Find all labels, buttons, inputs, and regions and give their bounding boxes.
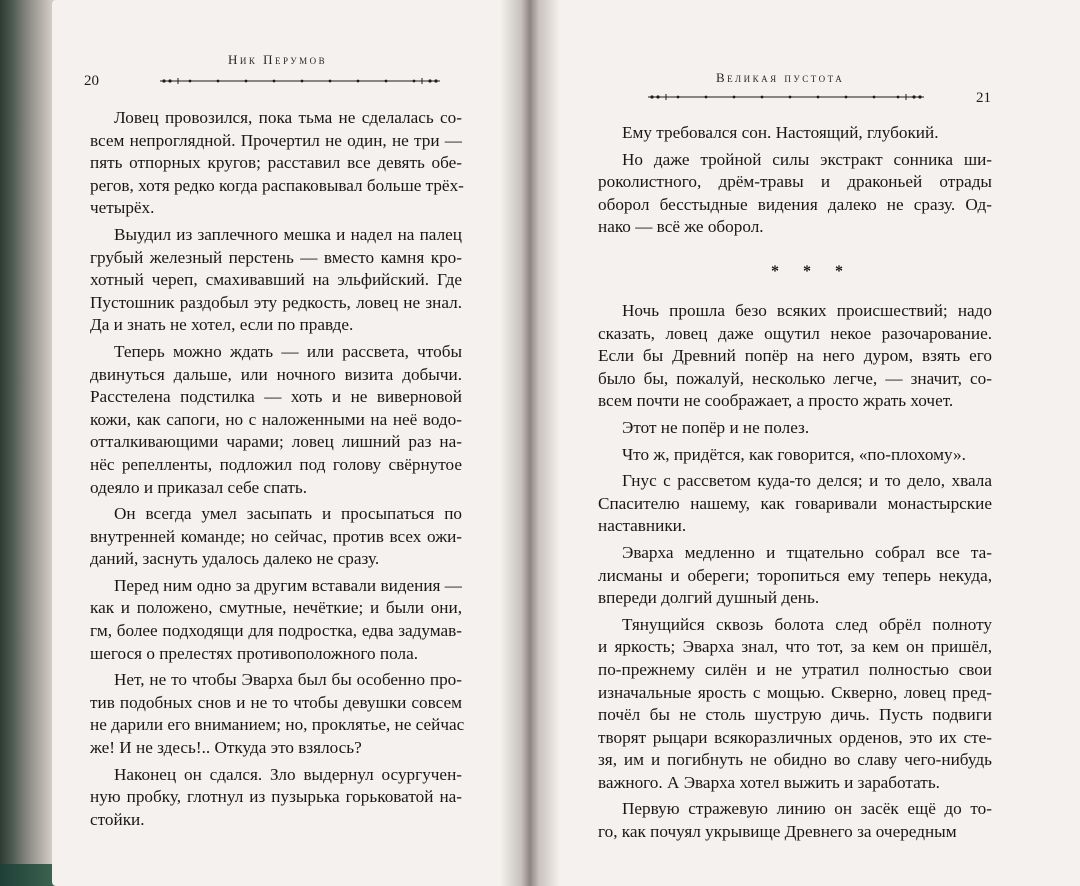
text-line: не дарили его вниманием; но, проклятье, не сейчас	[90, 715, 465, 735]
text-line: важного. А Эварха хотел выжить и заработать.	[598, 772, 940, 792]
text-line: четырёх.	[90, 198, 155, 218]
text-line: Спасителю нашему, как говаривали монастырские	[598, 493, 992, 513]
paragraph	[90, 764, 462, 832]
text-line: Тянущийся сквозь болота след обрёл полноту	[622, 614, 992, 634]
text-line: грубый железный перстень — вместо камня кро-	[90, 247, 462, 267]
left-header-ornament	[158, 75, 442, 87]
paragraph	[598, 444, 992, 467]
text-line: Но даже тройной силы экстракт сонника ши-	[622, 149, 992, 169]
text-line: оборол бесстыдные видения далеко не сразу. Од-	[598, 194, 992, 214]
paragraph	[598, 149, 992, 239]
left-page-text	[90, 107, 465, 835]
text-line: ную пробку, глотнул из пузырька горьковатой на-	[90, 787, 462, 807]
text-line: Если бы Древний попёр на него дуром, взять его	[598, 346, 992, 366]
right-page-number: 21	[976, 90, 991, 106]
paragraph	[598, 417, 992, 440]
text-line: Что ж, придётся, как говорится, «по-плохому».	[622, 444, 966, 464]
right-header-ornament	[646, 91, 926, 103]
text-line: Эварха медленно и тщательно собрал все та-	[622, 542, 992, 562]
text-line: лисманы и обереги; торопиться ему теперь некуда,	[598, 565, 992, 585]
text-line: нёс репелленты, подложил под голову свёрнутое	[90, 454, 462, 474]
paragraph	[90, 669, 465, 759]
text-line: шегося о прелестях противоположного пола.	[90, 643, 419, 663]
text-line: двинуться дальше, или ночного визита добычи.	[90, 364, 462, 384]
paragraph	[90, 575, 462, 665]
text-line: отталкивающими чарами; ловец лишний раз на-	[90, 432, 462, 452]
right-page-text-bottom	[598, 300, 992, 848]
paragraph	[90, 107, 462, 220]
paragraph	[598, 798, 992, 843]
left-running-head: Ник Перумов	[228, 52, 328, 67]
text-line: изначальные ярость с мощью. Скверно, ловец пред-	[598, 682, 992, 702]
text-line: Выудил из заплечного мешка и надел на палец	[114, 224, 462, 244]
text-line: Этот не попёр и не полез.	[622, 417, 810, 437]
text-line: сказать, ловец даже ощутил некое разочарование.	[598, 323, 992, 343]
text-line: пять отпорных кругов; расставил все девять обе-	[90, 153, 462, 173]
paragraph	[90, 341, 462, 499]
text-line: кожи, как сапоги, но с наложенными на неё водо-	[90, 409, 462, 429]
section-break: * * *	[771, 263, 853, 280]
text-line: Пустошник раздобыл эту редкость, ловец не знал.	[90, 292, 462, 312]
text-line: хотный череп, смахивавший на эльфийский. Где	[90, 270, 462, 290]
left-page-number: 20	[84, 73, 99, 89]
text-line: зя, им и погибнуть не обидно во славу чего-нибудь	[598, 750, 992, 770]
text-line: было бы, пожалуй, несколько легче, — значит, со-	[598, 368, 992, 388]
text-line: Гнус с рассветом куда-то делся; и то дело, хвала	[622, 471, 992, 491]
text-line: тив подобных снов и не то чтобы девушки совсем	[90, 692, 462, 712]
text-line: как и положено, смутные, нечёткие; и были они,	[90, 598, 462, 618]
text-line: Теперь можно ждать — или рассвета, чтобы	[114, 341, 462, 361]
text-line: всем почти не соображает, а просто жрать хочет.	[598, 391, 954, 411]
text-line: даний, заснуть удалось далеко не сразу.	[90, 549, 380, 569]
paragraph	[598, 300, 992, 413]
right-running-head: Великая пустота	[716, 70, 845, 85]
book-gutter	[500, 0, 560, 886]
paragraph	[598, 122, 992, 145]
text-line: впереди долгий душный день.	[598, 588, 820, 608]
text-line: творят рыцари всякоразличных орденов, это их сте-	[598, 727, 992, 747]
text-line: Он всегда умел засыпать и просыпаться по	[114, 504, 462, 524]
text-line: Перед ним одно за другим вставали видения —	[114, 575, 462, 595]
text-line: по-прежнему силён и не утратил полностью свои	[598, 659, 992, 679]
text-line: Ему требовался сон. Настоящий, глубокий.	[622, 123, 939, 142]
paragraph	[598, 542, 992, 610]
text-line: внутренней команде; но сейчас, против всех ожи-	[90, 526, 462, 546]
text-line: наставники.	[598, 516, 687, 536]
text-line: гм, более подходящи для подростка, едва задумав-	[90, 621, 462, 641]
paragraph	[598, 614, 992, 795]
paragraph	[598, 470, 992, 538]
text-line: Ночь прошла безо всяких происшествий; надо	[622, 301, 992, 320]
text-line: Первую стражевую линию он засёк ещё до то-	[622, 799, 992, 819]
paragraph	[90, 503, 462, 571]
text-line: стойки.	[90, 809, 145, 829]
paragraph	[90, 224, 462, 337]
right-page-text-top	[598, 122, 992, 243]
text-line: и яркость; Эварха знал, что тот, за кем он пришёл,	[598, 637, 992, 657]
text-line: регов, хотя редко когда распаковывал больше трёх-	[90, 175, 464, 195]
text-line: Наконец он сдался. Зло выдернул осургучен-	[114, 764, 462, 784]
text-line: роколистного, дрём-травы и драконьей отрады	[598, 172, 992, 192]
text-line: одеяло и приказал себе спать.	[90, 477, 308, 497]
text-line: Нет, не то чтобы Эварха был бы особенно про-	[114, 670, 462, 690]
text-line: нако — всё же оборол.	[598, 217, 764, 237]
text-line: Да и знать не хотел, если по правде.	[90, 315, 354, 335]
text-line: почёл бы не столь шуструю дичь. Пусть подвиги	[598, 705, 992, 725]
text-line: же! И не здесь!.. Откуда это взялось?	[90, 738, 362, 758]
text-line: го, как почуял укрывище Древнего за очередным	[598, 822, 957, 842]
text-line: Ловец провозился, пока тьма не сделалась со-	[114, 108, 462, 127]
text-line: всем непроглядной. Прочертил не один, не три —	[90, 130, 462, 150]
text-line: Расстелена подстилка — хоть и не виверновой	[90, 387, 462, 407]
